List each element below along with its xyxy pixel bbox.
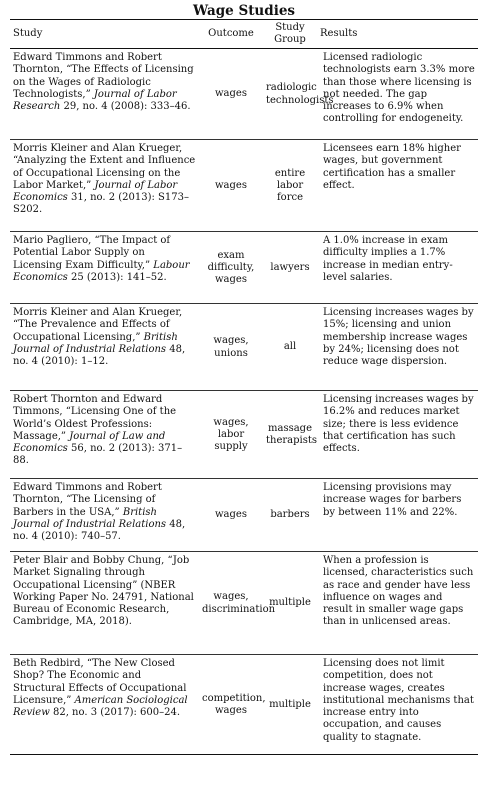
study-citation: Mario Pagliero, “The Impact of Potential Labor Supply on Licensing Exam Difficulty,”	[13, 235, 171, 271]
study-cell	[10, 304, 199, 391]
results-cell: Licensing does not limit competition, does not increase wages, creates institutional mechanisms that increase entry into occupation, and causes quality to stagnate.	[323, 658, 474, 743]
journal-name: Journal of Labor Research	[13, 88, 177, 113]
header-study-group: Study Group	[274, 22, 306, 45]
table-title: Wage Studies	[192, 3, 296, 19]
outcome-cell: competition, wages	[202, 692, 266, 716]
study-group-cell: all	[283, 341, 297, 353]
study-group-cell: multiple	[269, 597, 311, 609]
outcome-cell: wages, labor supply	[213, 416, 249, 453]
citation-details: 25 (2013): 141–52.	[70, 271, 167, 283]
results-cell: Licensing increases wages by 15%; licensing and union membership increase wages by 24%; licensing does not reduce wage dispersion.	[323, 307, 474, 368]
study-group-cell: massage therapists	[266, 422, 318, 446]
citation-details: (NBER Working Paper No. 24791, National Bureau of Economic Research, Cambridge, MA, 2018).	[13, 579, 194, 628]
study-citation: Morris Kleiner and Alan Krueger, “The Prevalence and Effects of Occupational Licensing,”	[13, 307, 183, 343]
citation-details: 82, no. 3 (2017): 600–24.	[52, 707, 181, 719]
citation-details: 56, no. 2 (2013): 371–88.	[13, 443, 183, 467]
study-cell	[10, 552, 199, 655]
journal-name: British Journal of Industrial Relations	[13, 506, 167, 530]
results-cell: When a profession is licensed, characteristics such as race and gender have less influence on wages and result in smaller wage gaps than in unlicensed areas.	[323, 555, 474, 628]
results-cell: Licensees earn 18% higher wages, but government certification has a smaller effect.	[323, 143, 461, 191]
study-citation: Morris Kleiner and Alan Krueger, “Analyzing the Extent and Influence of Occupational Licensing on the Labor Market,”	[13, 143, 196, 191]
study-citation: Edward Timmons and Robert Thornton, “The Effects of Licensing on the Wages of Radiologic Technologists,”	[13, 52, 194, 100]
table-row	[10, 49, 478, 140]
study-cell	[10, 479, 199, 552]
outcome-cell: wages	[215, 88, 247, 100]
outcome-cell: wages, discrimination	[202, 591, 276, 615]
wage-studies-table	[10, 19, 478, 755]
outcome-cell: exam difficulty, wages	[207, 249, 255, 286]
outcome-cell: wages	[215, 509, 247, 521]
study-group-cell: barbers	[270, 509, 310, 521]
table-row	[10, 391, 478, 479]
citation-details: 48, no. 4 (2010): 740–57.	[13, 518, 186, 543]
study-citation: Beth Redbird, “The New Closed Shop? The Economic and Structural Effects of Occupational Licensure,”	[13, 658, 187, 706]
journal-name: Journal of Labor Economics	[13, 179, 178, 204]
study-citation: Robert Thornton and Edward Timmons, “Licensing One of the World’s Oldest Professions: Massage,”	[13, 394, 177, 442]
header-row	[10, 20, 478, 49]
table-header	[10, 20, 478, 49]
study-cell	[10, 232, 199, 304]
journal-name: American Sociological Review	[13, 694, 188, 719]
outcome-cell: wages, unions	[213, 335, 249, 359]
header-study: Study	[13, 27, 43, 39]
citation-details: 31, no. 2 (2013): S173–S202.	[13, 192, 189, 216]
study-citation: Edward Timmons and Robert Thornton, “The Licensing of Barbers in the USA,”	[13, 482, 162, 518]
journal-name: Journal of Law and Economics	[13, 430, 166, 455]
study-cell	[10, 655, 199, 755]
results-cell: A 1.0% increase in exam difficulty implies a 1.7% increase in median entry-level salaries.	[323, 235, 453, 283]
table-row	[10, 479, 478, 552]
study-group-cell: radiologic technologists	[266, 82, 334, 106]
results-cell: Licensed radiologic technologists earn 3.3% more than those where licensing is not needed. The gap increases to 6.9% when controlling for endogeneity.	[323, 52, 475, 125]
citation-details: 29, no. 4 (2008): 333–46.	[63, 101, 191, 113]
outcome-cell: wages	[215, 179, 247, 191]
table-row	[10, 140, 478, 232]
citation-details: 48, no. 4 (2010): 1–12.	[13, 343, 186, 368]
journal-name: British Journal of Industrial Relations	[13, 331, 178, 355]
table-row	[10, 232, 478, 304]
header-results: Results	[320, 27, 358, 39]
table-row	[10, 552, 478, 655]
header-outcome: Outcome	[208, 27, 254, 39]
study-group-cell: multiple	[269, 698, 311, 710]
study-cell	[10, 391, 199, 479]
study-group-cell: lawyers	[270, 261, 310, 273]
study-citation: Peter Blair and Bobby Chung, “Job Market Signaling through Occupational Licensing”	[13, 555, 190, 591]
study-cell	[10, 49, 199, 140]
table-body	[10, 49, 478, 755]
journal-name: Labour Economics	[13, 259, 190, 283]
results-cell: Licensing provisions may increase wages for barbers by between 11% and 22%.	[323, 482, 462, 518]
results-cell: Licensing increases wages by 16.2% and reduces market size; there is less evidence that certification has such effects.	[323, 394, 474, 455]
table-row	[10, 304, 478, 391]
study-cell	[10, 140, 199, 232]
table-row	[10, 655, 478, 755]
study-group-cell: entire labor force	[274, 167, 306, 204]
